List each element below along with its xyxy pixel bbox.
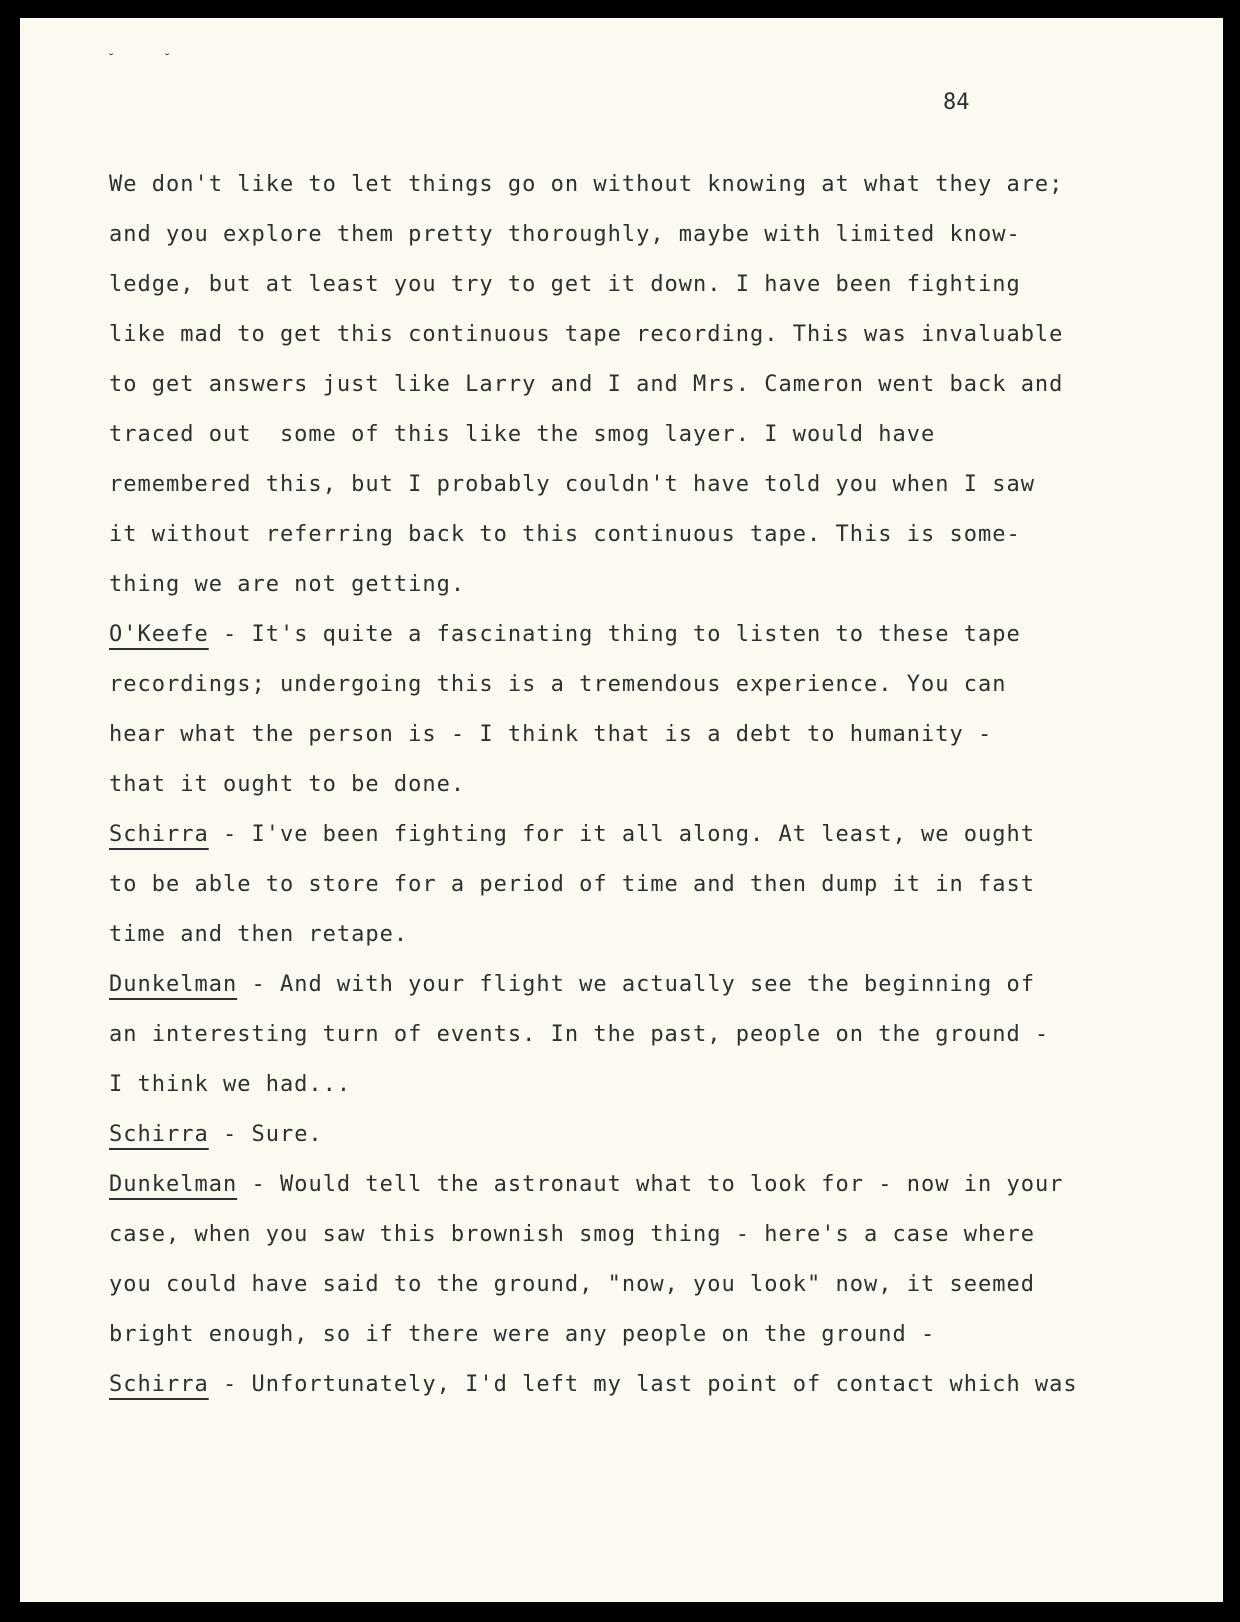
document-page (20, 18, 1223, 1602)
text-line: it without referring back to this continuous tape. This is some- (109, 522, 1021, 547)
text-line: I think we had... (109, 1072, 352, 1097)
text-line: and you explore them pretty thoroughly, maybe with limited know- (109, 222, 1021, 247)
text-line: case, when you saw this brownish smog thing - here's a case where (109, 1222, 1035, 1247)
page-number: 84 (943, 90, 970, 115)
speaker-name: Schirra (109, 1372, 209, 1397)
text-line: time and then retape. (109, 922, 409, 947)
speaker-line: Dunkelman - And with your flight we actually see the beginning of (109, 972, 1035, 997)
text-line: an interesting turn of events. In the past, people on the ground - (109, 1022, 1050, 1047)
speaker-line: Dunkelman - Would tell the astronaut what to look for - now in your (109, 1172, 1064, 1197)
speaker-name: Schirra (109, 1122, 209, 1147)
text-line: traced out some of this like the smog layer. I would have (109, 422, 936, 447)
transcript-body (109, 160, 1109, 1410)
speaker-name: Dunkelman (109, 972, 238, 997)
speaker-line: Schirra - Unfortunately, I'd left my last point of contact which was (109, 1372, 1078, 1397)
text-line: remembered this, but I probably couldn't have told you when I saw (109, 472, 1035, 497)
corner-marks: ˘˘ (108, 52, 220, 66)
speaker-line: O'Keefe - It's quite a fascinating thing to listen to these tape (109, 622, 1021, 647)
speaker-line: Schirra - I've been fighting for it all along. At least, we ought (109, 822, 1035, 847)
text-line: you could have said to the ground, "now, you look" now, it seemed (109, 1272, 1035, 1297)
text-line: hear what the person is - I think that is a debt to humanity - (109, 722, 993, 747)
text-line: We don't like to let things go on without knowing at what they are; (109, 172, 1064, 197)
speaker-name: Schirra (109, 822, 209, 847)
text-line: recordings; undergoing this is a tremendous experience. You can (109, 672, 1007, 697)
text-line: ledge, but at least you try to get it down. I have been fighting (109, 272, 1021, 297)
text-line: that it ought to be done. (109, 772, 466, 797)
text-line: bright enough, so if there were any people on the ground - (109, 1322, 936, 1347)
speaker-line: Schirra - Sure. (109, 1122, 323, 1147)
speaker-name: O'Keefe (109, 622, 209, 647)
text-line: thing we are not getting. (109, 572, 466, 597)
speaker-name: Dunkelman (109, 1172, 238, 1197)
text-line: to be able to store for a period of time and then dump it in fast (109, 872, 1035, 897)
text-line: to get answers just like Larry and I and Mrs. Cameron went back and (109, 372, 1064, 397)
text-line: like mad to get this continuous tape recording. This was invaluable (109, 322, 1064, 347)
